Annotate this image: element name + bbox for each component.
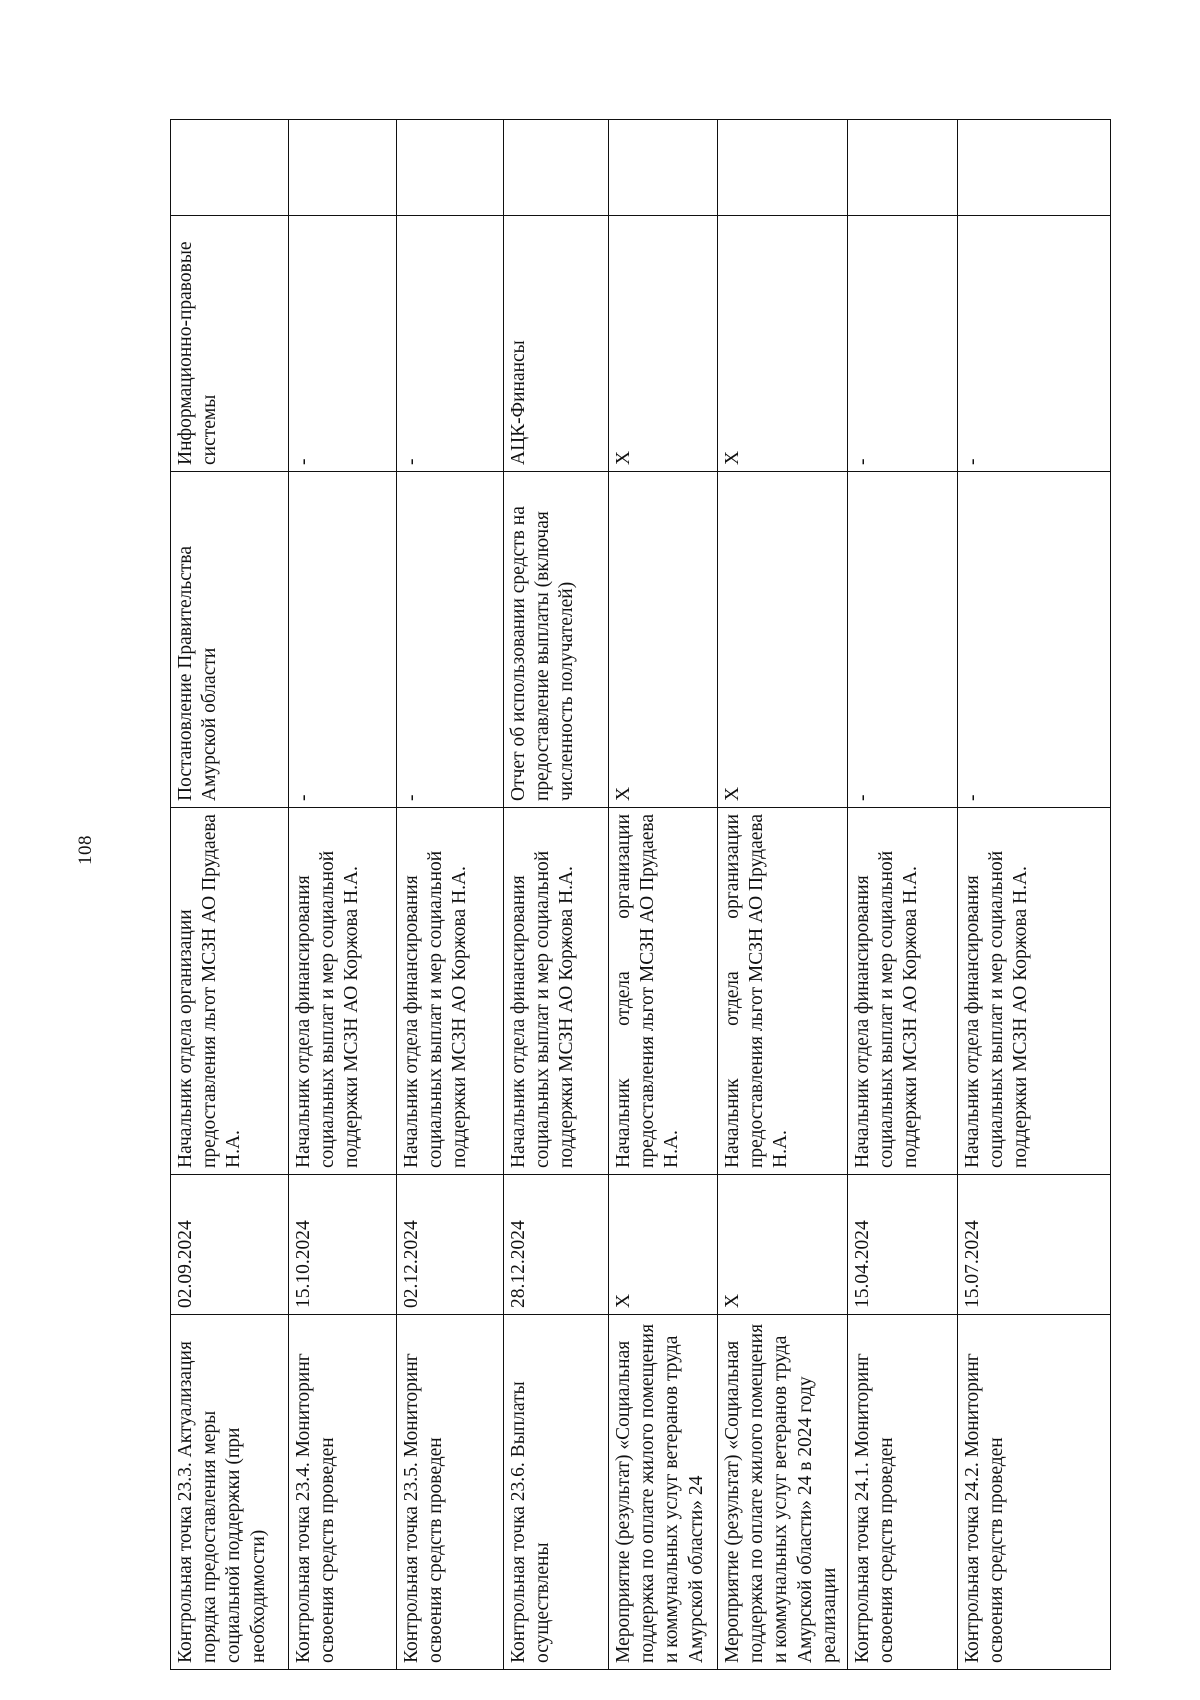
cell-system: АЦК-Финансы	[504, 216, 609, 472]
rotated-table-wrapper	[170, 120, 1110, 1670]
cell-date: Х	[609, 1175, 718, 1315]
cell-name: Мероприятие (результат) «Социальная поддержка по оплате жилого помещения и коммунальных услуг ветеранов труда Амурской области» 24	[609, 1315, 718, 1670]
cell-document: Х	[609, 472, 718, 808]
cell-empty	[609, 120, 718, 216]
table-row	[848, 120, 958, 1670]
table-row	[171, 120, 289, 1670]
cell-system: -	[289, 216, 397, 472]
cell-responsible: Начальник отдела финансирования социальных выплат и мер социальной поддержки МСЗН АО Коржова Н.А.	[397, 808, 504, 1175]
table-row	[958, 120, 1111, 1670]
cell-date: 15.07.2024	[958, 1175, 1111, 1315]
cell-responsible: Начальник отдела финансирования социальных выплат и мер социальной поддержки МСЗН АО Коржова Н.А.	[504, 808, 609, 1175]
cell-system: -	[848, 216, 958, 472]
cell-responsible: Начальник отдела организации предоставления льгот МСЗН АО Прудаева Н.А.	[171, 808, 289, 1175]
cell-date: 15.04.2024	[848, 1175, 958, 1315]
cell-responsible: Начальник отдела финансирования социальных выплат и мер социальной поддержки МСЗН АО Коржова Н.А.	[289, 808, 397, 1175]
cell-date: Х	[718, 1175, 848, 1315]
cell-empty	[718, 120, 848, 216]
cell-responsible: Начальник отдела финансирования социальных выплат и мер социальной поддержки МСЗН АО Коржова Н.А.	[848, 808, 958, 1175]
cell-name: Контрольная точка 23.6. Выплаты осуществлены	[504, 1315, 609, 1670]
table-row	[609, 120, 718, 1670]
cell-responsible: Начальник отдела финансирования социальных выплат и мер социальной поддержки МСЗН АО Коржова Н.А.	[958, 808, 1111, 1175]
cell-empty	[397, 120, 504, 216]
table-row	[397, 120, 504, 1670]
cell-document: -	[848, 472, 958, 808]
cell-date: 15.10.2024	[289, 1175, 397, 1315]
table-row	[504, 120, 609, 1670]
control-points-table	[170, 119, 1111, 1670]
cell-empty	[848, 120, 958, 216]
cell-document: Отчет об использовании средств на предоставление выплаты (включая численность получателей)	[504, 472, 609, 808]
cell-responsible: Начальник отдела организации предоставления льгот МСЗН АО Прудаева Н.А.	[718, 808, 848, 1175]
cell-responsible: Начальник отдела организации предоставления льгот МСЗН АО Прудаева Н.А.	[609, 808, 718, 1175]
cell-name: Мероприятие (результат) «Социальная поддержка по оплате жилого помещения и коммунальных услуг ветеранов труда Амурской области» 24 в 2024 году реализации	[718, 1315, 848, 1670]
cell-name: Контрольная точка 24.2. Мониторинг освоения средств проведен	[958, 1315, 1111, 1670]
cell-document: Х	[718, 472, 848, 808]
cell-empty	[289, 120, 397, 216]
cell-system: Х	[718, 216, 848, 472]
cell-empty	[504, 120, 609, 216]
cell-name: Контрольная точка 23.3. Актуализация порядка предоставления меры социальной поддержки (при необходимости)	[171, 1315, 289, 1670]
cell-system: Информационно-правовые системы	[171, 216, 289, 472]
table-row	[718, 120, 848, 1670]
cell-document: -	[397, 472, 504, 808]
cell-date: 02.12.2024	[397, 1175, 504, 1315]
cell-date: 02.09.2024	[171, 1175, 289, 1315]
cell-empty	[958, 120, 1111, 216]
cell-empty	[171, 120, 289, 216]
cell-name: Контрольная точка 24.1. Мониторинг освоения средств проведен	[848, 1315, 958, 1670]
cell-system: Х	[609, 216, 718, 472]
table-row	[289, 120, 397, 1670]
cell-document: -	[289, 472, 397, 808]
cell-name: Контрольная точка 23.4. Мониторинг освоения средств проведен	[289, 1315, 397, 1670]
page-number: 108	[75, 835, 96, 865]
cell-document: -	[958, 472, 1111, 808]
cell-system: -	[397, 216, 504, 472]
cell-system: -	[958, 216, 1111, 472]
cell-document: Постановление Правительства Амурской области	[171, 472, 289, 808]
cell-date: 28.12.2024	[504, 1175, 609, 1315]
cell-name: Контрольная точка 23.5. Мониторинг освоения средств проведен	[397, 1315, 504, 1670]
